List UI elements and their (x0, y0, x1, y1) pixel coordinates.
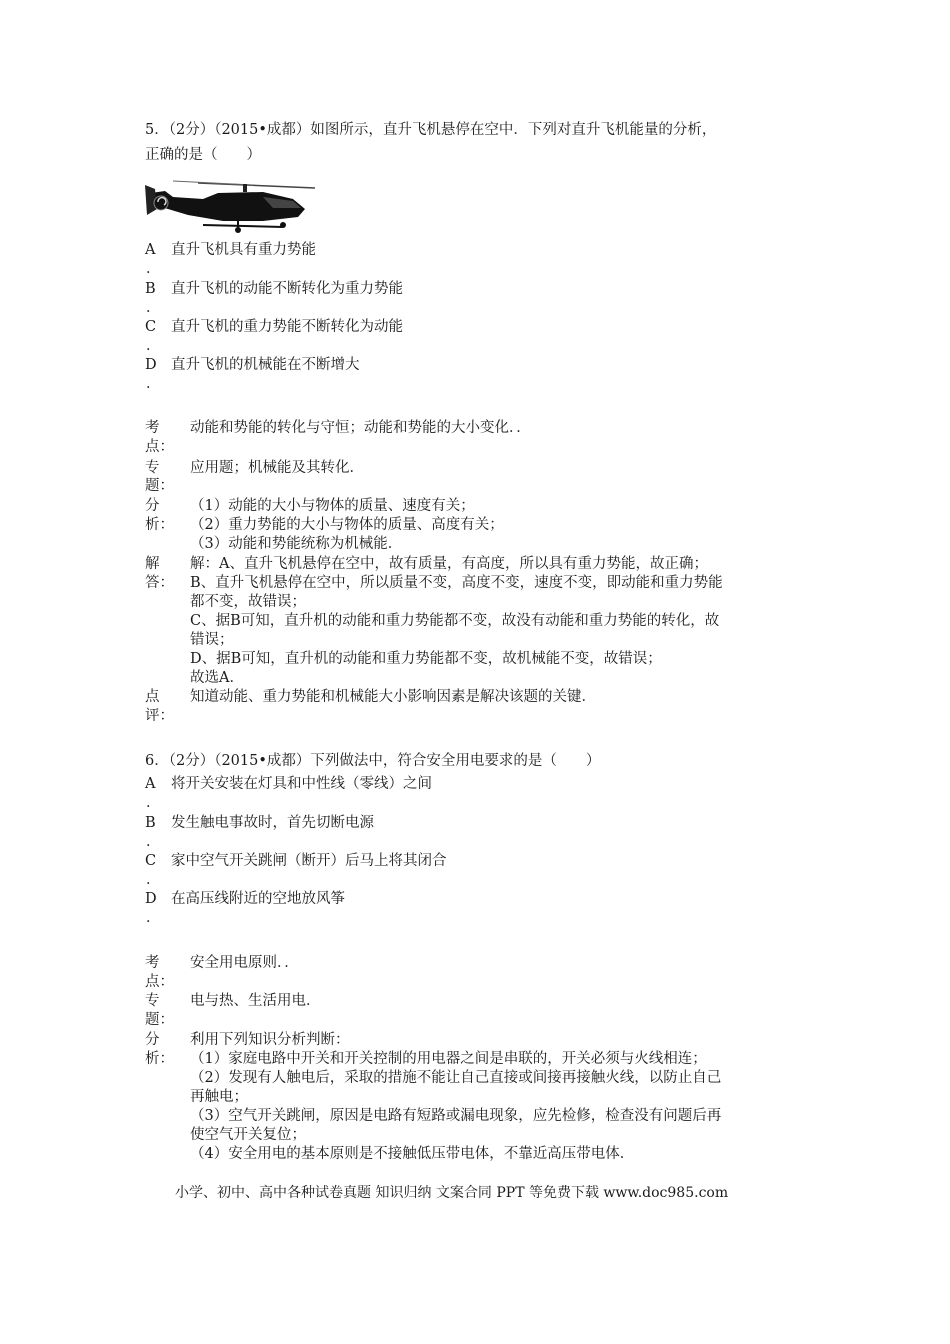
label-fenxi-1: 分 (145, 498, 160, 514)
q5-jieda-line: 错误； (190, 632, 234, 648)
q6-option-text: 在高压线附近的空地放风筝 (171, 891, 345, 907)
label-fenxi-1: 分 (145, 1032, 160, 1048)
label-kaodian-2: 点： (145, 439, 174, 455)
q5-option-dot: ． (146, 338, 161, 354)
q5-fenxi-line: （2）重力势能的大小与物体的质量、高度有关； (190, 517, 504, 533)
q6-option-dot: ． (146, 872, 161, 888)
label-zhuanti-2: 题： (145, 1012, 174, 1028)
q5-option-text: 直升飞机的重力势能不断转化为动能 (171, 319, 403, 335)
q5-jieda-line: D、据B可知，直升机的动能和重力势能都不变，故机械能不变，故错误； (190, 651, 662, 667)
q5-jieda-line: 都不变，故错误； (190, 594, 306, 610)
q5-stem-line1: 5．（2分）（2015•成都）如图所示，直升飞机悬停在空中．下列对直升飞机能量的分析， (145, 122, 717, 138)
q6-fenxi-line: （1）家庭电路中开关和开关控制的用电器之间是串联的，开关必须与火线相连； (190, 1051, 707, 1067)
q5-option-dot: ． (146, 300, 161, 316)
label-dianping-1: 点 (145, 689, 160, 705)
q6-fenxi-line: （2）发现有人触电后，采取的措施不能让自己直接或间接再接触火线，以防止自己 (190, 1070, 722, 1086)
q5-jieda-line: C、据B可知，直升机的动能和重力势能都不变，故没有动能和重力势能的转化，故 (190, 613, 720, 629)
q5-option-text: 直升飞机的机械能在不断增大 (171, 357, 360, 373)
label-fenxi-2: 析： (145, 517, 174, 533)
page-footer: 小学、初中、高中各种试卷真题 知识归纳 文案合同 PPT 等免费下载 www.doc985.com (175, 1185, 729, 1201)
q6-fenxi-line: （3）空气开关跳闸，原因是电路有短路或漏电现象，应先检修，检查没有问题后再 (190, 1108, 722, 1124)
q6-option-letter: A (145, 776, 156, 792)
q6-zhuanti: 电与热、生活用电． (190, 993, 321, 1009)
q5-option-text: 直升飞机的动能不断转化为重力势能 (171, 281, 403, 297)
q6-option-text: 发生触电事故时，首先切断电源 (171, 815, 374, 831)
label-kaodian-1: 考 (145, 955, 160, 971)
q5-option-letter: B (145, 281, 156, 297)
q6-fenxi-line: 利用下列知识分析判断： (190, 1032, 350, 1048)
q6-option-dot: ． (146, 910, 161, 926)
label-zhuanti-1: 专 (145, 993, 160, 1009)
q5-option-letter: A (145, 242, 156, 258)
q6-option-letter: C (145, 853, 157, 869)
label-jieda-1: 解 (145, 556, 160, 572)
q5-zhuanti: 应用题；机械能及其转化． (190, 460, 364, 476)
label-jieda-2: 答： (145, 575, 174, 591)
q6-fenxi-line: （4）安全用电的基本原则是不接触低压带电体，不靠近高压带电体． (190, 1146, 635, 1162)
label-kaodian-2: 点： (145, 974, 174, 990)
label-kaodian-1: 考 (145, 420, 160, 436)
q5-option-letter: D (145, 357, 157, 373)
q5-option-dot: ． (146, 261, 161, 277)
q6-option-text: 将开关安装在灯具和中性线（零线）之间 (171, 776, 432, 792)
q6-fenxi-line: 再触电； (190, 1089, 248, 1105)
q6-kaodian: 安全用电原则．． (190, 955, 299, 971)
q5-fenxi-line: （1）动能的大小与物体的质量、速度有关； (190, 498, 475, 514)
q5-jieda-line: 解：A、直升飞机悬停在空中，故有质量，有高度，所以具有重力势能，故正确； (190, 556, 708, 572)
q5-jieda-line: B、直升飞机悬停在空中，所以质量不变，高度不变，速度不变，即动能和重力势能 (190, 575, 723, 591)
q6-option-letter: D (145, 891, 157, 907)
q5-option-dot: ． (146, 376, 161, 392)
q6-option-dot: ． (146, 795, 161, 811)
label-zhuanti-2: 题： (145, 478, 174, 494)
q5-option-text: 直升飞机具有重力势能 (171, 242, 316, 258)
q6-option-letter: B (145, 815, 156, 831)
q6-option-text: 家中空气开关跳闸（断开）后马上将其闭合 (171, 853, 447, 869)
helicopter-image (143, 175, 318, 233)
label-dianping-2: 评： (145, 708, 174, 724)
label-fenxi-2: 析： (145, 1051, 174, 1067)
q6-stem: 6．（2分）（2015•成都）下列做法中，符合安全用电要求的是（ ） (145, 753, 601, 769)
q5-jieda-line: 故选A． (190, 670, 244, 686)
q6-fenxi-line: 使空气开关复位； (190, 1127, 306, 1143)
q5-option-letter: C (145, 319, 157, 335)
q5-stem-line2: 正确的是（ ） (145, 147, 261, 163)
q5-fenxi-line: （3）动能和势能统称为机械能． (190, 536, 403, 552)
q5-kaodian: 动能和势能的转化与守恒；动能和势能的大小变化．． (190, 420, 531, 436)
label-zhuanti-1: 专 (145, 460, 160, 476)
q5-dianping: 知道动能、重力势能和机械能大小影响因素是解决该题的关键． (190, 689, 596, 705)
q6-option-dot: ． (146, 834, 161, 850)
